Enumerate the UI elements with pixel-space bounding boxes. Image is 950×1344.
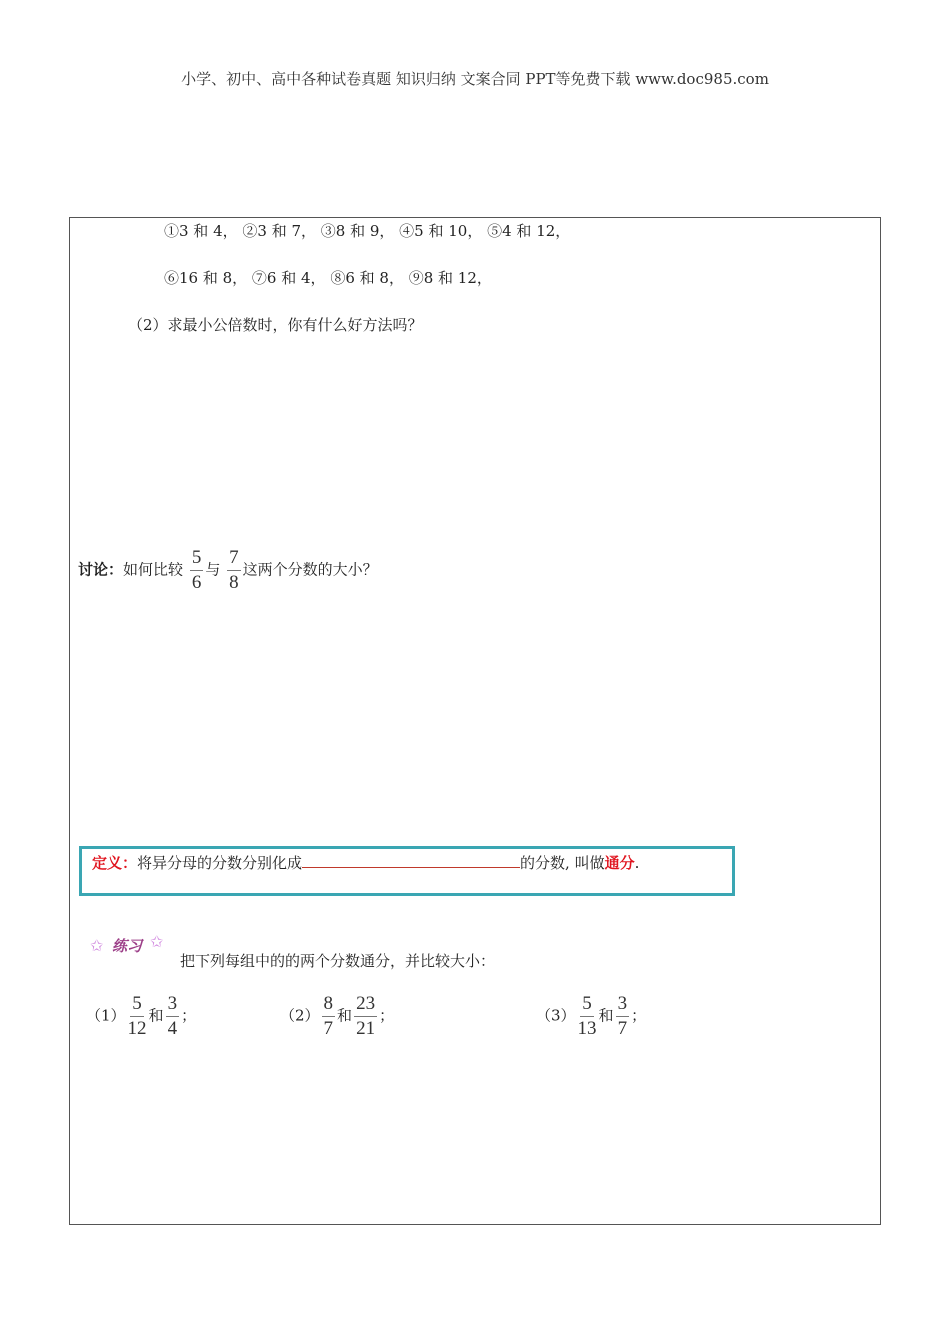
definition-label: 定义： [92, 854, 138, 872]
denominator: 6 [191, 572, 202, 593]
discussion [78, 548, 378, 593]
discussion-mid: 与 [205, 560, 221, 579]
denominator: 8 [229, 572, 239, 593]
numerator: 3 [616, 994, 630, 1017]
fraction-7-8 [227, 548, 241, 593]
fraction-5-6 [190, 548, 204, 593]
exercise-1 [86, 994, 196, 1039]
fraction [128, 994, 147, 1039]
content-frame [69, 217, 881, 1225]
discussion-label: 讨论： [78, 560, 124, 579]
numerator: 5 [580, 994, 594, 1017]
numerator: 5 [190, 548, 204, 571]
numerator: 3 [166, 994, 180, 1017]
number-pairs-row-1: ①3 和 4， ②3 和 7， ③8 和 9， ④5 和 10， ⑤4 和 12， [164, 222, 571, 240]
exercise-end: ； [631, 1006, 647, 1025]
numerator: 7 [227, 548, 241, 571]
denominator: 12 [127, 1018, 147, 1039]
fraction [616, 994, 630, 1039]
definition-before: 将异分母的分数分别化成 [137, 854, 303, 872]
star-icon: ✩ [150, 932, 164, 951]
numerator: 5 [130, 994, 144, 1017]
fraction [322, 994, 336, 1039]
discussion-prefix: 如何比较 [123, 560, 184, 579]
exercise-label: （2） [280, 1006, 320, 1025]
exercise-2 [280, 994, 394, 1039]
and-word: 和 [598, 1006, 614, 1025]
exercise-end: ； [379, 1006, 395, 1025]
and-word: 和 [337, 1006, 353, 1025]
practice-instruction: 把下列每组中的的两个分数通分，并比较大小： [180, 952, 496, 970]
discussion-suffix: 这两个分数的大小？ [242, 560, 378, 579]
definition-end: . [634, 854, 640, 872]
fraction [166, 994, 180, 1039]
page-header: 小学、初中、高中各种试卷真题 知识归纳 文案合同 PPT等免费下载 www.doc985.com [181, 70, 769, 88]
definition-term: 通分 [604, 854, 635, 872]
denominator: 13 [577, 1018, 597, 1039]
practice-logo [90, 933, 170, 959]
fill-in-blank [302, 853, 520, 868]
exercise-3 [536, 994, 646, 1039]
fraction [578, 994, 597, 1039]
question-2: （2）求最小公倍数时，你有什么好方法吗？ [128, 316, 423, 334]
fraction [354, 994, 377, 1039]
denominator: 4 [167, 1018, 178, 1039]
exercise-label: （3） [536, 1006, 576, 1025]
definition-text [92, 852, 639, 873]
denominator: 21 [356, 1018, 376, 1039]
denominator: 7 [617, 1018, 628, 1039]
denominator: 7 [323, 1018, 334, 1039]
number-pairs-row-2: ⑥16 和 8， ⑦6 和 4， ⑧6 和 8， ⑨8 和 12， [164, 269, 492, 287]
definition-after: 的分数, 叫做 [520, 854, 605, 872]
exercise-label: （1） [86, 1006, 126, 1025]
star-icon: ✩ [90, 936, 104, 955]
practice-logo-text: 练习 [112, 937, 143, 955]
and-word: 和 [148, 1006, 164, 1025]
exercise-end: ； [181, 1006, 197, 1025]
numerator: 23 [354, 994, 377, 1017]
numerator: 8 [322, 994, 336, 1017]
